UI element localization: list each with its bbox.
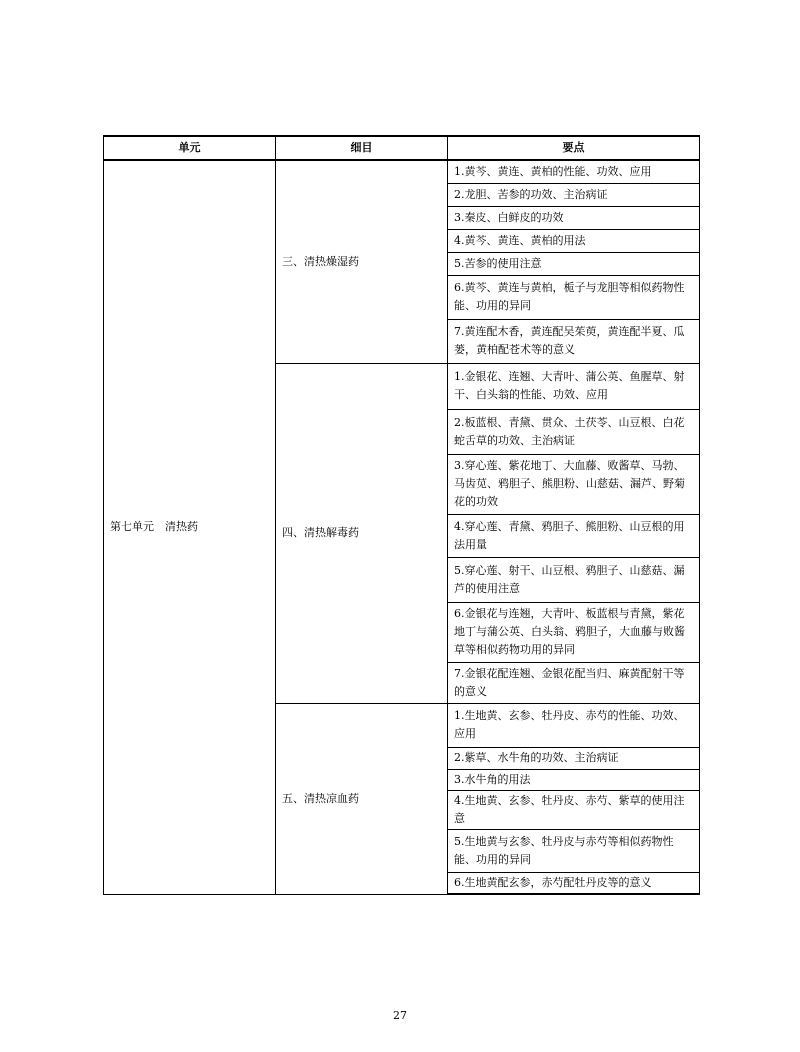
subitem-cell: 三、清热燥湿药: [276, 160, 448, 363]
page-number: 27: [393, 1009, 407, 1022]
point-cell: 7.金银花配连翘、金银花配当归、麻黄配射干等的意义: [448, 662, 700, 703]
point-cell: 5.生地黄与玄参、牡丹皮与赤芍等相似药物性能、功用的异同: [448, 829, 700, 872]
point-cell: 4.生地黄、玄参、牡丹皮、赤芍、紫草的使用注意: [448, 790, 700, 829]
header-unit: 单元: [104, 136, 276, 160]
point-cell: 3.水牛角的用法: [448, 769, 700, 790]
point-cell: 1.生地黄、玄参、牡丹皮、赤芍的性能、功效、应用: [448, 703, 700, 747]
point-cell: 1.金银花、连翘、大青叶、蒲公英、鱼腥草、射干、白头翁的性能、功效、应用: [448, 363, 700, 409]
table-row: [104, 160, 700, 183]
subitem-cell: 四、清热解毒药: [276, 363, 448, 703]
point-cell: 7.黄连配木香，黄连配吴茱萸，黄连配半夏、瓜蒌，黄柏配苍术等的意义: [448, 319, 700, 363]
point-cell: 6.生地黄配玄参，赤芍配牡丹皮等的意义: [448, 872, 700, 894]
point-cell: 4.穿心莲、青黛、鸦胆子、熊胆粉、山豆根的用法用量: [448, 514, 700, 557]
table-header-row: [104, 136, 700, 160]
point-cell: 2.板蓝根、青黛、贯众、土茯苓、山豆根、白花蛇舌草的功效、主治病证: [448, 409, 700, 454]
point-cell: 2.龙胆、苦参的功效、主治病证: [448, 183, 700, 206]
point-cell: 3.穿心莲、紫花地丁、大血藤、败酱草、马勃、马齿苋、鸦胆子、熊胆粉、山慈菇、漏芦、野菊花的功效: [448, 454, 700, 514]
syllabus-table: [103, 135, 700, 895]
point-cell: 6.金银花与连翘，大青叶、板蓝根与青黛，紫花地丁与蒲公英、白头翁、鸦胆子，大血藤与败酱草等相似药物功用的异同: [448, 602, 700, 662]
point-cell: 5.穿心莲、射干、山豆根、鸦胆子、山慈菇、漏芦的使用注意: [448, 557, 700, 602]
header-subitem: 细目: [276, 136, 448, 160]
point-cell: 3.秦皮、白鲜皮的功效: [448, 206, 700, 229]
header-points: 要点: [448, 136, 700, 160]
point-cell: 2.紫草、水牛角的功效、主治病证: [448, 747, 700, 769]
point-cell: 5.苦参的使用注意: [448, 252, 700, 275]
point-cell: 1.黄芩、黄连、黄柏的性能、功效、应用: [448, 160, 700, 183]
unit-cell: 第七单元 清热药: [104, 160, 276, 894]
subitem-cell: 五、清热凉血药: [276, 703, 448, 894]
point-cell: 4.黄芩、黄连、黄柏的用法: [448, 229, 700, 252]
point-cell: 6.黄芩、黄连与黄柏，栀子与龙胆等相似药物性能、功用的异同: [448, 275, 700, 319]
